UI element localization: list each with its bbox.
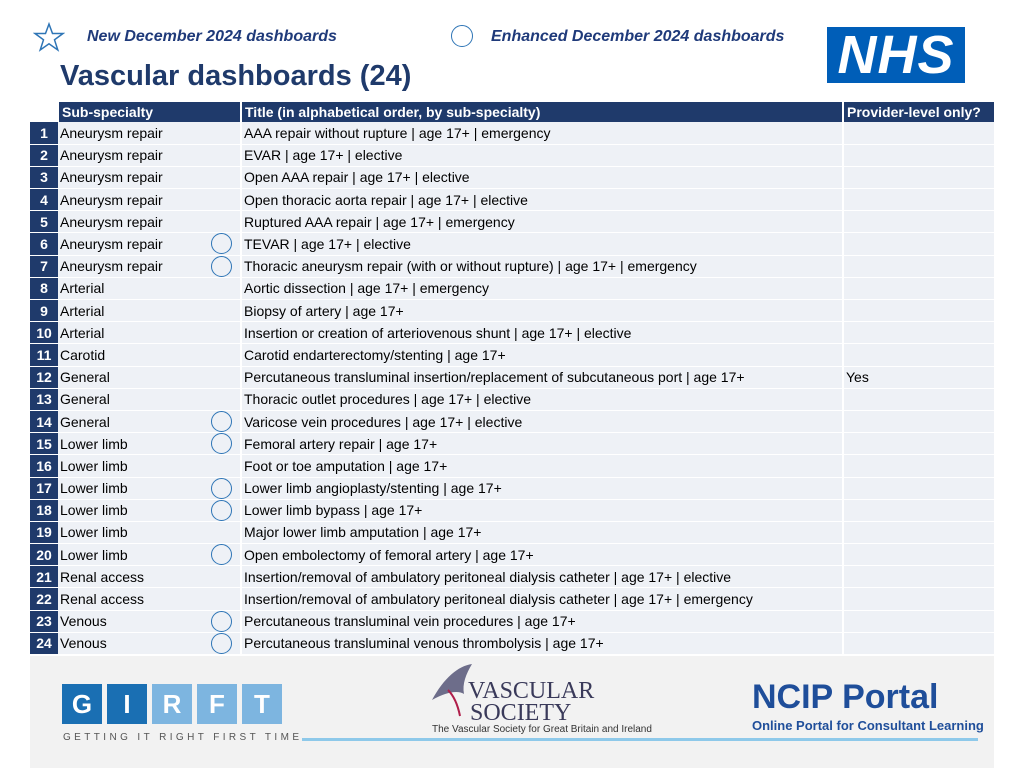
subspecialty-cell (58, 521, 241, 543)
provider-level-cell (843, 632, 995, 654)
row-number (30, 566, 58, 588)
subspecialty-header: Sub-specialty (58, 102, 241, 122)
dashboard-title-cell (241, 499, 843, 521)
girft-letter: I (107, 684, 147, 724)
girft-letter: T (242, 684, 282, 724)
subspecialty-cell (58, 211, 241, 233)
provider-level-cell (843, 277, 995, 299)
subspecialty-cell (58, 122, 241, 144)
row-number-text: 6 (40, 236, 48, 253)
row-number (30, 300, 58, 322)
table-row (30, 122, 995, 144)
subspecialty-cell-text: Arterial (60, 324, 105, 341)
girft-tagline: GETTING IT RIGHT FIRST TIME (63, 732, 303, 743)
subspecialty-cell-text: Aneurysm repair (60, 169, 163, 186)
subspecialty-cell-text: Lower limb (60, 524, 128, 541)
enhanced-circle-icon (211, 433, 232, 454)
provider-level-cell (843, 521, 995, 543)
dashboard-title-cell (241, 166, 843, 188)
dashboard-title-cell (241, 632, 843, 654)
dashboard-title-cell-text: Open embolectomy of femoral artery | age 17+ (244, 546, 534, 563)
row-number (30, 632, 58, 654)
dashboard-title-cell-text: Open thoracic aorta repair | age 17+ | elective (244, 191, 528, 208)
dashboard-title-cell-text: Aortic dissection | age 17+ | emergency (244, 280, 490, 297)
dashboard-title-cell-text: Femoral artery repair | age 17+ (244, 435, 438, 452)
provider-level-cell (843, 144, 995, 166)
table-row (30, 211, 995, 233)
page-title: Vascular dashboards (24) (60, 60, 412, 92)
subspecialty-cell-text: Aneurysm repair (60, 147, 163, 164)
dashboard-title-cell-text: Major lower limb amputation | age 17+ (244, 524, 482, 541)
dashboard-title-cell-text: Lower limb bypass | age 17+ (244, 502, 423, 519)
subspecialty-cell-text: General (60, 369, 110, 386)
table-row (30, 521, 995, 543)
provider-level-cell-text: Yes (846, 369, 869, 386)
dashboard-title-cell (241, 588, 843, 610)
provider-level-cell (843, 433, 995, 455)
dashboard-title-cell-text: Carotid endarterectomy/stenting | age 17+ (244, 346, 506, 363)
subspecialty-cell-text: Renal access (60, 591, 145, 608)
subspecialty-cell-text: Lower limb (60, 435, 128, 452)
subspecialty-cell-text: Lower limb (60, 502, 128, 519)
dashboard-title-cell-text: AAA repair without rupture | age 17+ | emergency (244, 124, 551, 141)
row-number (30, 366, 58, 388)
table-row (30, 566, 995, 588)
subspecialty-cell (58, 588, 241, 610)
subspecialty-cell (58, 277, 241, 299)
table-row (30, 366, 995, 388)
vascular-society-logo (468, 680, 594, 724)
subspecialty-cell-text: Aneurysm repair (60, 213, 163, 230)
dashboards-table (30, 102, 996, 655)
table-row (30, 499, 995, 521)
provider-level-cell (843, 499, 995, 521)
dashboard-title-cell (241, 255, 843, 277)
dashboard-title-cell-text: Percutaneous transluminal venous thrombolysis | age 17+ (244, 635, 604, 652)
row-number-text: 16 (36, 457, 52, 474)
row-number (30, 433, 58, 455)
enhanced-circle-icon (211, 411, 232, 432)
dashboard-title-cell-text: Foot or toe amputation | age 17+ (244, 457, 448, 474)
provider-level-cell (843, 255, 995, 277)
row-number (30, 189, 58, 211)
provider-level-cell (843, 233, 995, 255)
dashboard-title-cell (241, 433, 843, 455)
provider-level-cell (843, 477, 995, 499)
table-row (30, 410, 995, 432)
table-row (30, 632, 995, 654)
ncip-portal-subtitle: Online Portal for Consultant Learning (752, 718, 984, 733)
row-number-text: 3 (40, 169, 48, 186)
row-number (30, 499, 58, 521)
girft-letter: F (197, 684, 237, 724)
nhs-logo: NHS (827, 27, 965, 83)
subspecialty-cell-text: Aneurysm repair (60, 124, 163, 141)
row-number (30, 344, 58, 366)
table-row (30, 455, 995, 477)
dashboard-title-cell-text: Open AAA repair | age 17+ | elective (244, 169, 470, 186)
row-number (30, 255, 58, 277)
dashboard-title-cell (241, 300, 843, 322)
row-number-text: 9 (40, 302, 48, 319)
table-row (30, 544, 995, 566)
provider-level-cell (843, 344, 995, 366)
subspecialty-cell (58, 144, 241, 166)
subspecialty-cell (58, 255, 241, 277)
table-row (30, 388, 995, 410)
row-number-text: 14 (36, 413, 52, 430)
row-number-text: 10 (36, 324, 52, 341)
table-row (30, 588, 995, 610)
row-number (30, 388, 58, 410)
subspecialty-cell (58, 410, 241, 432)
subspecialty-cell (58, 189, 241, 211)
table-row (30, 433, 995, 455)
enhanced-circle-icon (211, 256, 232, 277)
row-number-text: 8 (40, 280, 48, 297)
row-number (30, 544, 58, 566)
enhanced-circle-icon (211, 633, 232, 654)
dashboard-title-cell (241, 189, 843, 211)
subspecialty-cell (58, 544, 241, 566)
row-number-text: 17 (36, 480, 52, 497)
dashboard-title-cell (241, 410, 843, 432)
table-row (30, 344, 995, 366)
table-row (30, 300, 995, 322)
table-row (30, 322, 995, 344)
provider-level-cell (843, 189, 995, 211)
row-number-text: 24 (36, 635, 52, 652)
subspecialty-cell (58, 455, 241, 477)
enhanced-circle-icon (211, 233, 232, 254)
dashboard-title-cell (241, 544, 843, 566)
girft-logo (62, 684, 287, 724)
table-row (30, 610, 995, 632)
dashboard-title-cell (241, 277, 843, 299)
enhanced-dashboard-circle-icon (451, 25, 473, 47)
subspecialty-cell-text: General (60, 413, 110, 430)
dashboard-title-cell-text: Thoracic aneurysm repair (with or without rupture) | age 17+ | emergency (244, 258, 697, 275)
subspecialty-cell (58, 566, 241, 588)
dashboard-title-cell-text: Thoracic outlet procedures | age 17+ | elective (244, 391, 532, 408)
subspecialty-cell-text: Arterial (60, 302, 105, 319)
subspecialty-cell (58, 344, 241, 366)
row-number-text: 4 (40, 191, 48, 208)
vascular-society-subtitle: The Vascular Society for Great Britain and Ireland (432, 724, 652, 735)
provider-level-cell (843, 300, 995, 322)
dashboard-title-cell-text: Ruptured AAA repair | age 17+ | emergency (244, 213, 515, 230)
row-number (30, 588, 58, 610)
dashboard-title-cell (241, 521, 843, 543)
provider-level-cell (843, 610, 995, 632)
row-number-text: 20 (36, 546, 52, 563)
footer-divider (302, 738, 978, 741)
dashboard-title-cell (241, 610, 843, 632)
dashboard-title-cell-text: Varicose vein procedures | age 17+ | elective (244, 413, 523, 430)
dashboard-title-cell (241, 344, 843, 366)
row-number-text: 21 (36, 568, 52, 585)
row-number-text: 18 (36, 502, 52, 519)
dashboard-title-cell-text: Percutaneous transluminal insertion/replacement of subcutaneous port | age 17+ (244, 369, 745, 386)
subspecialty-cell-text: Aneurysm repair (60, 191, 163, 208)
table-row (30, 477, 995, 499)
vascular-society-line1: VASCULAR (468, 678, 595, 704)
dashboard-title-cell (241, 455, 843, 477)
dashboard-title-cell (241, 366, 843, 388)
dashboard-title-cell-text: Lower limb angioplasty/stenting | age 17+ (244, 480, 502, 497)
row-number-text: 12 (36, 369, 52, 386)
dashboard-title-cell-text: Percutaneous transluminal vein procedures | age 17+ (244, 613, 576, 630)
girft-letter: G (62, 684, 102, 724)
provider-level-cell (843, 566, 995, 588)
subspecialty-cell-text: Aneurysm repair (60, 258, 163, 275)
dashboard-title-cell-text: Insertion or creation of arteriovenous shunt | age 17+ | elective (244, 324, 632, 341)
vascular-society-line2: SOCIETY (470, 700, 572, 726)
provider-level-cell (843, 166, 995, 188)
enhanced-circle-icon (211, 544, 232, 565)
row-number (30, 521, 58, 543)
provider-level-cell (843, 122, 995, 144)
dashboard-title-cell (241, 477, 843, 499)
girft-letter: R (152, 684, 192, 724)
row-number-text: 7 (40, 258, 48, 275)
subspecialty-cell (58, 233, 241, 255)
dashboard-title-cell-text: TEVAR | age 17+ | elective (244, 236, 411, 253)
subspecialty-cell (58, 499, 241, 521)
row-number-text: 15 (36, 435, 52, 452)
row-number-text: 2 (40, 147, 48, 164)
subspecialty-cell-text: Lower limb (60, 457, 128, 474)
provider-level-cell (843, 211, 995, 233)
table-row (30, 166, 995, 188)
row-number (30, 166, 58, 188)
row-number-text: 23 (36, 613, 52, 630)
subspecialty-cell (58, 610, 241, 632)
new-dashboard-star-icon (33, 22, 65, 52)
dashboard-title-cell-text: Biopsy of artery | age 17+ (244, 302, 404, 319)
row-number-header (30, 102, 58, 122)
row-number-text: 1 (40, 124, 48, 141)
subspecialty-cell-text: Aneurysm repair (60, 236, 163, 253)
table-row (30, 189, 995, 211)
subspecialty-cell-text: Arterial (60, 280, 105, 297)
table-row (30, 277, 995, 299)
dashboard-title-cell (241, 322, 843, 344)
subspecialty-cell-text: General (60, 391, 110, 408)
subspecialty-cell-text: Renal access (60, 568, 145, 585)
row-number-text: 19 (36, 524, 52, 541)
subspecialty-cell (58, 166, 241, 188)
enhanced-circle-icon (211, 478, 232, 499)
subspecialty-cell (58, 477, 241, 499)
title-header: Title (in alphabetical order, by sub-specialty) (241, 102, 843, 122)
dashboard-title-cell-text: EVAR | age 17+ | elective (244, 147, 403, 164)
provider-level-cell (843, 410, 995, 432)
subspecialty-cell (58, 433, 241, 455)
legend-new-label: New December 2024 dashboards (87, 28, 337, 45)
dashboard-title-cell (241, 233, 843, 255)
subspecialty-cell-text: Venous (60, 635, 107, 652)
dashboard-title-cell (241, 144, 843, 166)
subspecialty-cell (58, 322, 241, 344)
subspecialty-cell (58, 632, 241, 654)
provider-level-cell (843, 322, 995, 344)
subspecialty-cell-text: Lower limb (60, 546, 128, 563)
row-number (30, 122, 58, 144)
row-number-text: 22 (36, 591, 52, 608)
provider-level-cell (843, 366, 995, 388)
row-number (30, 211, 58, 233)
provider-level-cell (843, 544, 995, 566)
dashboard-title-cell-text: Insertion/removal of ambulatory peritoneal dialysis catheter | age 17+ | elective (244, 568, 732, 585)
row-number (30, 233, 58, 255)
dashboard-title-cell (241, 122, 843, 144)
subspecialty-cell-text: Carotid (60, 346, 106, 363)
provider-header: Provider-level only? (843, 102, 995, 122)
table-row (30, 144, 995, 166)
row-number-text: 5 (40, 213, 48, 230)
subspecialty-cell-text: Venous (60, 613, 107, 630)
row-number-text: 11 (36, 346, 52, 363)
ncip-portal-logo: NCIP Portal (752, 678, 939, 716)
subspecialty-cell (58, 366, 241, 388)
row-number (30, 477, 58, 499)
subspecialty-cell (58, 388, 241, 410)
table-header-row (30, 102, 995, 122)
dashboard-title-cell (241, 211, 843, 233)
table-body (30, 122, 995, 655)
subspecialty-cell-text: Lower limb (60, 480, 128, 497)
dashboard-title-cell-text: Insertion/removal of ambulatory peritoneal dialysis catheter | age 17+ | emergency (244, 591, 753, 608)
provider-level-cell (843, 455, 995, 477)
legend-enhanced-label: Enhanced December 2024 dashboards (491, 28, 785, 45)
provider-level-cell (843, 388, 995, 410)
row-number (30, 277, 58, 299)
provider-level-cell (843, 588, 995, 610)
row-number (30, 610, 58, 632)
row-number (30, 410, 58, 432)
dashboard-title-cell (241, 566, 843, 588)
row-number (30, 455, 58, 477)
row-number (30, 322, 58, 344)
dashboard-title-cell (241, 388, 843, 410)
row-number-text: 13 (36, 391, 52, 408)
table-row (30, 255, 995, 277)
enhanced-circle-icon (211, 611, 232, 632)
table-row (30, 233, 995, 255)
subspecialty-cell (58, 300, 241, 322)
enhanced-circle-icon (211, 500, 232, 521)
row-number (30, 144, 58, 166)
